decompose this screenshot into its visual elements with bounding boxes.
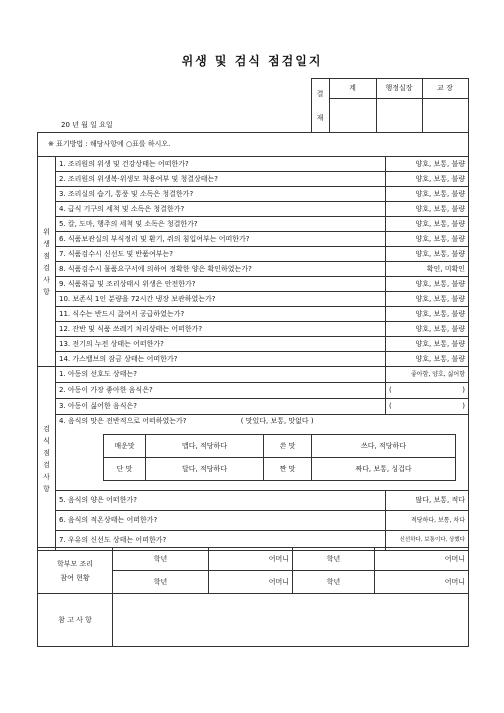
inspection-q2: 2. 아동이 가장 좋아한 음식은? xyxy=(56,383,386,399)
disliked-food-field[interactable]: ( ) xyxy=(386,399,469,415)
hygiene-question: 9. 식품취급 및 조리상태시 위생은 안전한가? xyxy=(56,277,386,292)
taste-bitter-label: 쓴 맛 xyxy=(264,435,312,458)
hygiene-answer-options[interactable]: 양호, 보통, 불량 xyxy=(386,277,469,292)
approval-header-staff: 계 xyxy=(329,79,376,99)
hygiene-question: 1. 조리원의 위생 및 건강상태는 어떠한가? xyxy=(56,157,386,172)
inspection-q5: 5. 음식의 양은 어떠한가? xyxy=(56,491,386,511)
inspection-q7: 7. 우유의 신선도 상태는 어떠한가? xyxy=(56,531,386,551)
inspection-section-label: 검 식 점 검 사 항 xyxy=(38,367,56,551)
parents-table xyxy=(37,547,469,647)
taste-spicy-options[interactable]: 맵다, 적당하다 xyxy=(146,435,264,458)
inspection-a6[interactable]: 적당하다, 보통, 차다 xyxy=(386,511,469,531)
favorite-food-field[interactable]: ( ) xyxy=(386,383,469,399)
parent-mother-3[interactable]: 어머니 xyxy=(209,571,293,594)
hygiene-answer-options[interactable]: 양호, 보통, 불량 xyxy=(386,172,469,187)
hygiene-section-label: 위 생 점 검 사 항 xyxy=(38,157,56,367)
hygiene-question: 8. 식품검수시 물품요구서에 의하여 정확한 양은 확인하였는가? xyxy=(56,262,386,277)
parent-grade-1[interactable]: 학년 xyxy=(113,548,209,571)
inspection-a7[interactable]: 신선하다, 보통이다, 상했다 xyxy=(386,531,469,551)
hygiene-answer-options[interactable]: 양호, 보통, 불량 xyxy=(386,307,469,322)
hygiene-question: 12. 잔반 및 식품 쓰레기 처리상태는 어떠한가? xyxy=(56,322,386,337)
parent-grade-3[interactable]: 학년 xyxy=(113,571,209,594)
parent-mother-2[interactable]: 어머니 xyxy=(375,548,469,571)
approval-side: 결 재 xyxy=(311,79,329,133)
header-table xyxy=(41,78,469,133)
taste-sweet-label: 단 맛 xyxy=(104,458,146,481)
hygiene-answer-options[interactable]: 확인, 미확인 xyxy=(386,262,469,277)
instruction: ※ 표기방법 : 해당사항에 ○표를 하시오. xyxy=(38,133,469,157)
inspection-q1: 1. 아동의 선호도 상태는? xyxy=(56,367,386,383)
parent-mother-1[interactable]: 어머니 xyxy=(209,548,293,571)
parent-grade-4[interactable]: 학년 xyxy=(293,571,375,594)
parent-mother-4[interactable]: 어머니 xyxy=(375,571,469,594)
inspection-a5[interactable]: 많다, 보통, 적다 xyxy=(386,491,469,511)
hygiene-answer-options[interactable]: 양호, 보통, 불량 xyxy=(386,337,469,352)
hygiene-question: 13. 전기의 누전 상태는 어떠한가? xyxy=(56,337,386,352)
hygiene-answer-options[interactable]: 양호, 보통, 불량 xyxy=(386,187,469,202)
taste-spicy-label: 매운맛 xyxy=(104,435,146,458)
hygiene-question: 11. 식수는 반드시 끓여서 공급하였는가? xyxy=(56,307,386,322)
notes-label: 참 고 사 항 xyxy=(38,594,113,647)
approval-header-principal: 교 장 xyxy=(422,79,468,99)
hygiene-question: 10. 보존식 1인 분량을 72시간 냉장 보관하였는가? xyxy=(56,292,386,307)
taste-hint[interactable]: ( 맛있다, 보통, 맛없다 ) xyxy=(240,417,314,425)
hygiene-question: 2. 조리원의 위생복·위생모 착용여부 및 청결상태는? xyxy=(56,172,386,187)
inspection-q4: 4. 음식의 맛은 전반적으로 어떠하였는가? xyxy=(59,417,187,425)
approval-header-admin: 행정실장 xyxy=(376,79,422,99)
hygiene-answer-options[interactable]: 양호, 보통, 불량 xyxy=(386,352,469,367)
inspection-a1[interactable]: 좋아함, 양호, 싫어함 xyxy=(386,367,469,383)
taste-table xyxy=(103,434,456,481)
taste-bitter-options[interactable]: 쓰다, 적당하다 xyxy=(312,435,456,458)
inspection-q3: 3. 아동이 싫어한 음식은? xyxy=(56,399,386,415)
hygiene-answer-options[interactable]: 양호, 보통, 불량 xyxy=(386,217,469,232)
hygiene-question: 14. 가스밸브의 잠금 상태는 어떠한가? xyxy=(56,352,386,367)
taste-question-cell xyxy=(56,415,469,491)
taste-salty-options[interactable]: 짜다, 보통, 싱겁다 xyxy=(312,458,456,481)
date-line: 20 년 월 일 요일 xyxy=(61,120,113,129)
hygiene-answer-options[interactable]: 양호, 보통, 불량 xyxy=(386,322,469,337)
hygiene-question: 7. 식품검수시 신선도 및 반품여부는? xyxy=(56,247,386,262)
parent-grade-2[interactable]: 학년 xyxy=(293,548,375,571)
hygiene-question: 3. 조리실의 습기, 통풍 및 소독은 청결한가? xyxy=(56,187,386,202)
approval-sign-staff[interactable] xyxy=(329,99,376,133)
notes-field[interactable] xyxy=(113,594,469,647)
approval-sign-principal[interactable] xyxy=(422,99,468,133)
page-title: 위생 및 검식 점검일지 xyxy=(181,54,323,68)
hygiene-question: 5. 칼, 도마, 행주의 세척 및 소독은 청결한가? xyxy=(56,217,386,232)
parents-label: 학부모 조리 참여 현황 xyxy=(38,548,113,594)
hygiene-answer-options[interactable]: 양호, 보통, 불량 xyxy=(386,247,469,262)
hygiene-question: 6. 식품보관실의 부식정리 및 환기, 쥐의 침입여부는 어떠한가? xyxy=(56,232,386,247)
approval-sign-admin[interactable] xyxy=(376,99,422,133)
checklist-table xyxy=(37,132,469,551)
hygiene-answer-options[interactable]: 양호, 보통, 불량 xyxy=(386,232,469,247)
hygiene-answer-options[interactable]: 양호, 보통, 불량 xyxy=(386,202,469,217)
hygiene-question: 4. 급식 기구의 세척 및 소독은 청결한가? xyxy=(56,202,386,217)
hygiene-answer-options[interactable]: 양호, 보통, 불량 xyxy=(386,292,469,307)
taste-salty-label: 짠 맛 xyxy=(264,458,312,481)
hygiene-answer-options[interactable]: 양호, 보통, 불량 xyxy=(386,157,469,172)
inspection-q6: 6. 음식의 적온상태는 어떠한가? xyxy=(56,511,386,531)
taste-sweet-options[interactable]: 달다, 적당하다 xyxy=(146,458,264,481)
